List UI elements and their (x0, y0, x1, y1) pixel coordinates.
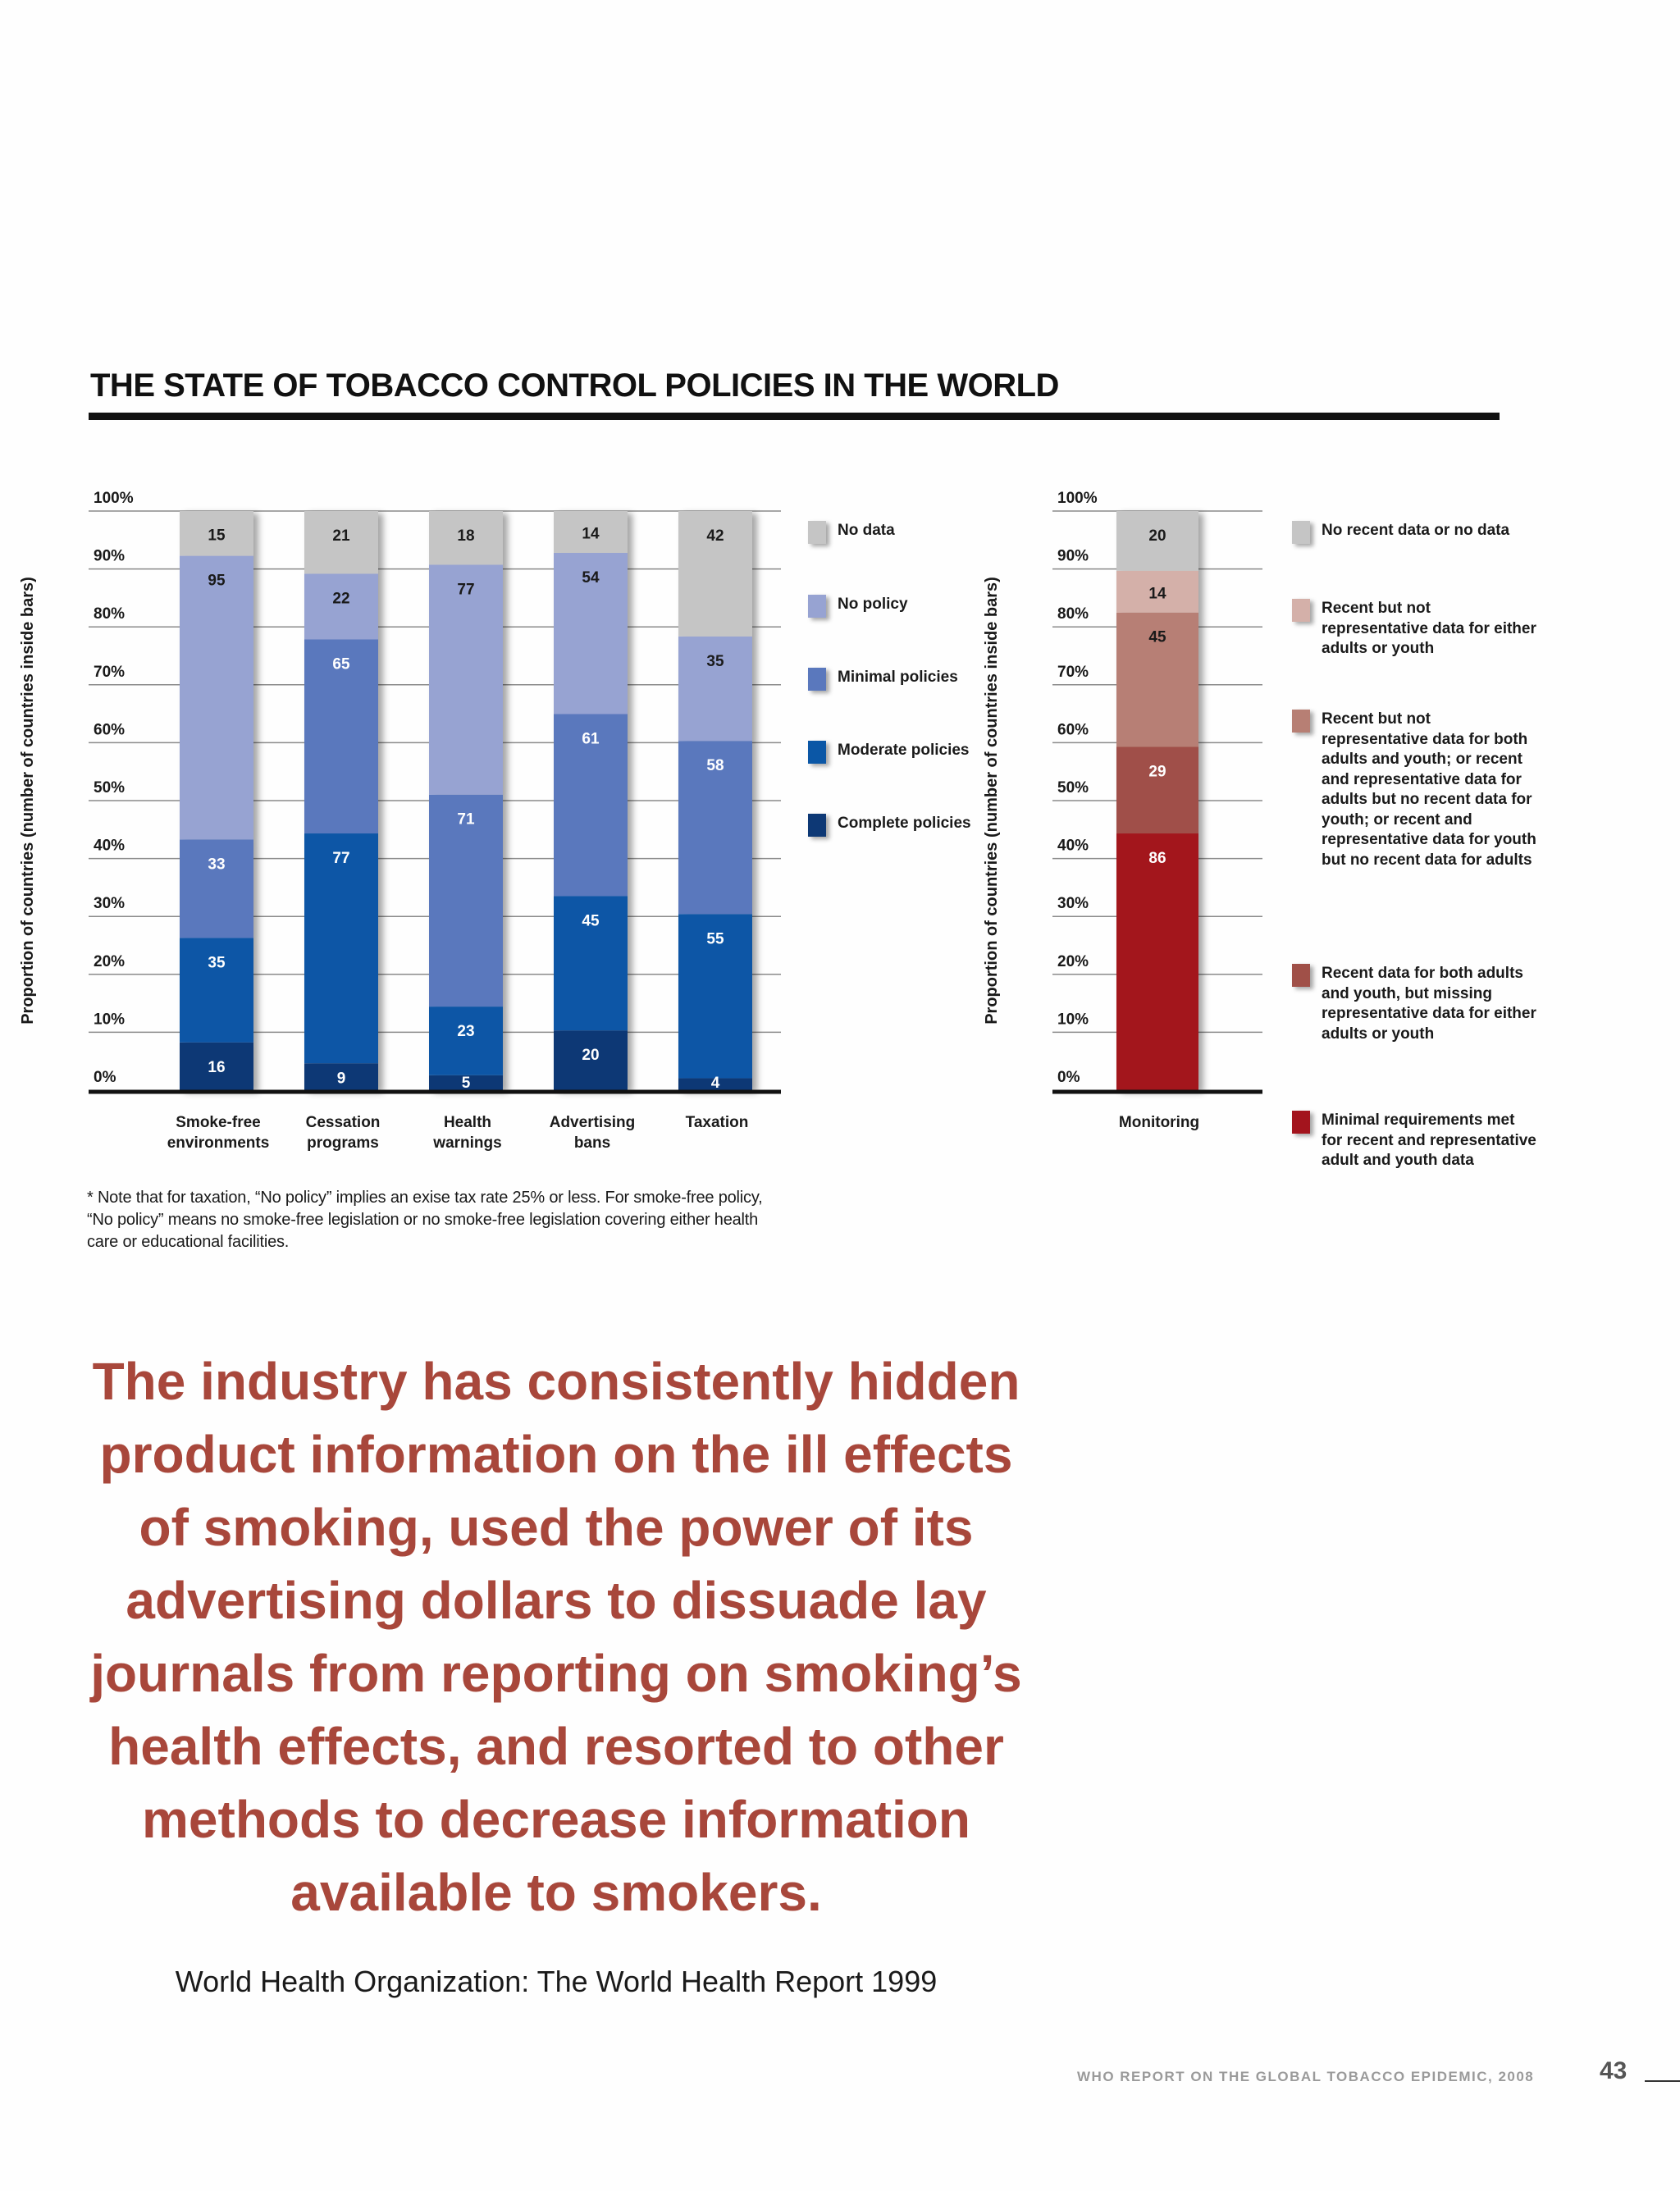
y-tick-label: 10% (94, 1011, 126, 1029)
y-tick-label: 60% (94, 721, 126, 739)
x-category-label: Smoke-free (176, 1114, 261, 1131)
y-tick-label: 60% (1057, 721, 1089, 739)
legend-swatch (808, 814, 826, 837)
bar-value-label: 18 (457, 527, 475, 545)
x-category-label: warnings (433, 1134, 502, 1152)
bar-group-smoke-free-environments (180, 511, 253, 1090)
bar-segment-moderate-policies (304, 833, 378, 1063)
x-category-label: Advertising (549, 1114, 636, 1131)
legend-swatch (1292, 710, 1310, 733)
bar-value-label: 20 (582, 1047, 600, 1065)
footer-report-title: WHO REPORT ON THE GLOBAL TOBACCO EPIDEMIC, 2008 (1077, 2069, 1535, 2084)
bar-value-label: 77 (332, 850, 350, 868)
legend-item (1292, 1111, 1538, 1171)
bar-value-label: 4 (710, 1075, 720, 1092)
legend-label: No policy (838, 596, 908, 613)
legend-swatch (808, 741, 826, 764)
legend-label: Recent but not representative data for either adults or youth (1322, 600, 1536, 657)
bar-value-label: 35 (706, 652, 724, 670)
x-category-label: bans (573, 1134, 611, 1152)
policies-chart (19, 476, 804, 1165)
legend-label: Minimal requirements met for recent and representative adult and youth data (1322, 1111, 1536, 1169)
y-tick-label: 40% (94, 837, 126, 855)
y-tick-label: 50% (1057, 779, 1089, 797)
y-tick-label: 70% (94, 663, 126, 681)
chart-footnote: * Note that for taxation, “No policy” implies an exise tax rate 25% or less. For smoke-free policy, “No policy” means no smoke-free legislation or no smoke-free legislation covering either health care or educational facilities. (87, 1189, 763, 1251)
y-tick-label: 0% (94, 1069, 116, 1086)
bar-value-label: 33 (208, 856, 226, 874)
bar-group-advertising-bans (554, 511, 628, 1090)
y-tick-label: 80% (1057, 605, 1089, 623)
legend-swatch (808, 668, 826, 691)
legend-label: Minimal policies (838, 669, 958, 686)
bar-group-taxation (678, 511, 752, 1090)
bar-value-label: 54 (582, 568, 600, 587)
y-tick-label: 10% (1057, 1011, 1089, 1029)
bar-segment-recent-data-for-both-adults-and-youth-bu (1116, 746, 1198, 833)
legend-label: Recent but not representative data for both adults and youth; or recent and representative data for adults but no recent data for youth; or recent and representative data for youth but no recent data for adults (1322, 710, 1536, 869)
bar-value-label: 61 (582, 730, 600, 748)
monitoring-legend (1292, 521, 1538, 1226)
x-category-label: Taxation (685, 1114, 749, 1131)
y-tick-label: 90% (1057, 547, 1089, 565)
bar-value-label: 95 (208, 572, 226, 590)
legend-swatch (808, 521, 826, 544)
bar-value-label: 20 (1148, 527, 1166, 545)
bar-segment-moderate-policies (429, 1006, 503, 1075)
page-number: 43 (1600, 2057, 1628, 2084)
bar-value-label: 42 (706, 527, 724, 545)
bar-value-label: 45 (582, 912, 600, 930)
bar-value-label: 45 (1148, 628, 1166, 646)
bar-value-label: 35 (208, 954, 226, 972)
x-category-label: Health (443, 1114, 492, 1131)
legend-swatch (1292, 964, 1310, 987)
legend-swatch (808, 595, 826, 618)
bar-value-label: 71 (457, 810, 475, 828)
legend-item (1292, 521, 1538, 544)
bar-value-label: 21 (332, 527, 350, 545)
y-tick-label: 30% (94, 895, 126, 913)
x-category-label: Cessation (305, 1114, 381, 1131)
bar-value-label: 14 (582, 525, 600, 543)
y-tick-label: 80% (94, 605, 126, 623)
legend-swatch (1292, 599, 1310, 622)
y-tick-label: 40% (1057, 837, 1089, 855)
legend-item (808, 521, 1021, 544)
x-category-label: Monitoring (1118, 1114, 1200, 1131)
monitoring-chart (983, 476, 1284, 1165)
legend-label: Recent data for both adults and youth, but missing representative data for either adults or youth (1322, 965, 1536, 1043)
bar-segment-minimal-policies (180, 839, 253, 938)
x-category-label: environments (167, 1134, 270, 1152)
legend-item (1292, 964, 1538, 1044)
y-tick-label: 0% (1057, 1069, 1080, 1086)
bar-segment-no-policy (429, 565, 503, 795)
y-axis-title: Proportion of countries (number of countries inside bars) (19, 577, 37, 1025)
pull-quote: The industry has consistently hidden product information on the ill effects of smoking, used the power of its advertising dollars to dissuade lay journals from reporting on smoking’s health effects, and resorted to other methods to decrease information available to smokers. (90, 1352, 1022, 1922)
footer-rule (1645, 2080, 1680, 2082)
bar-value-label: 65 (332, 655, 350, 673)
bar-value-label: 5 (461, 1075, 471, 1092)
bar-value-label: 14 (1148, 585, 1166, 603)
y-tick-label: 20% (94, 952, 126, 970)
bar-value-label: 58 (706, 757, 724, 775)
y-tick-label: 50% (94, 779, 126, 797)
bar-value-label: 29 (1148, 763, 1166, 781)
page-title: THE STATE OF TOBACCO CONTROL POLICIES IN THE WORLD (90, 367, 1059, 404)
legend-swatch (1292, 521, 1310, 544)
title-rule (89, 413, 1500, 420)
legend-label: No recent data or no data (1322, 522, 1510, 539)
legend-swatch (1292, 1111, 1310, 1134)
bar-value-label: 22 (332, 590, 350, 608)
y-tick-label: 70% (1057, 663, 1089, 681)
y-tick-label: 100% (94, 490, 134, 507)
y-tick-label: 20% (1057, 952, 1089, 970)
bar-value-label: 77 (457, 581, 475, 599)
legend-item (1292, 710, 1538, 870)
y-axis-title: Proportion of countries (number of countries inside bars) (983, 577, 1001, 1025)
y-tick-label: 100% (1057, 490, 1098, 507)
quote-source: World Health Organization: The World Health Report 1999 (175, 1965, 938, 1998)
legend-label: No data (838, 522, 895, 539)
bar-segment-no-policy (180, 556, 253, 840)
bar-segment-minimal-requirements-met-for-recent-and- (1116, 833, 1198, 1090)
bar-value-label: 15 (208, 527, 226, 545)
legend-label: Complete policies (838, 815, 971, 832)
bar-value-label: 55 (706, 930, 724, 948)
legend-item (1292, 599, 1538, 660)
bar-value-label: 9 (336, 1070, 346, 1088)
bar-value-label: 23 (457, 1023, 475, 1041)
y-tick-label: 90% (94, 547, 126, 565)
bar-value-label: 86 (1148, 850, 1166, 868)
bar-value-label: 16 (208, 1058, 226, 1076)
y-tick-label: 30% (1057, 895, 1089, 913)
x-category-label: programs (307, 1134, 379, 1152)
legend-label: Moderate policies (838, 742, 970, 759)
